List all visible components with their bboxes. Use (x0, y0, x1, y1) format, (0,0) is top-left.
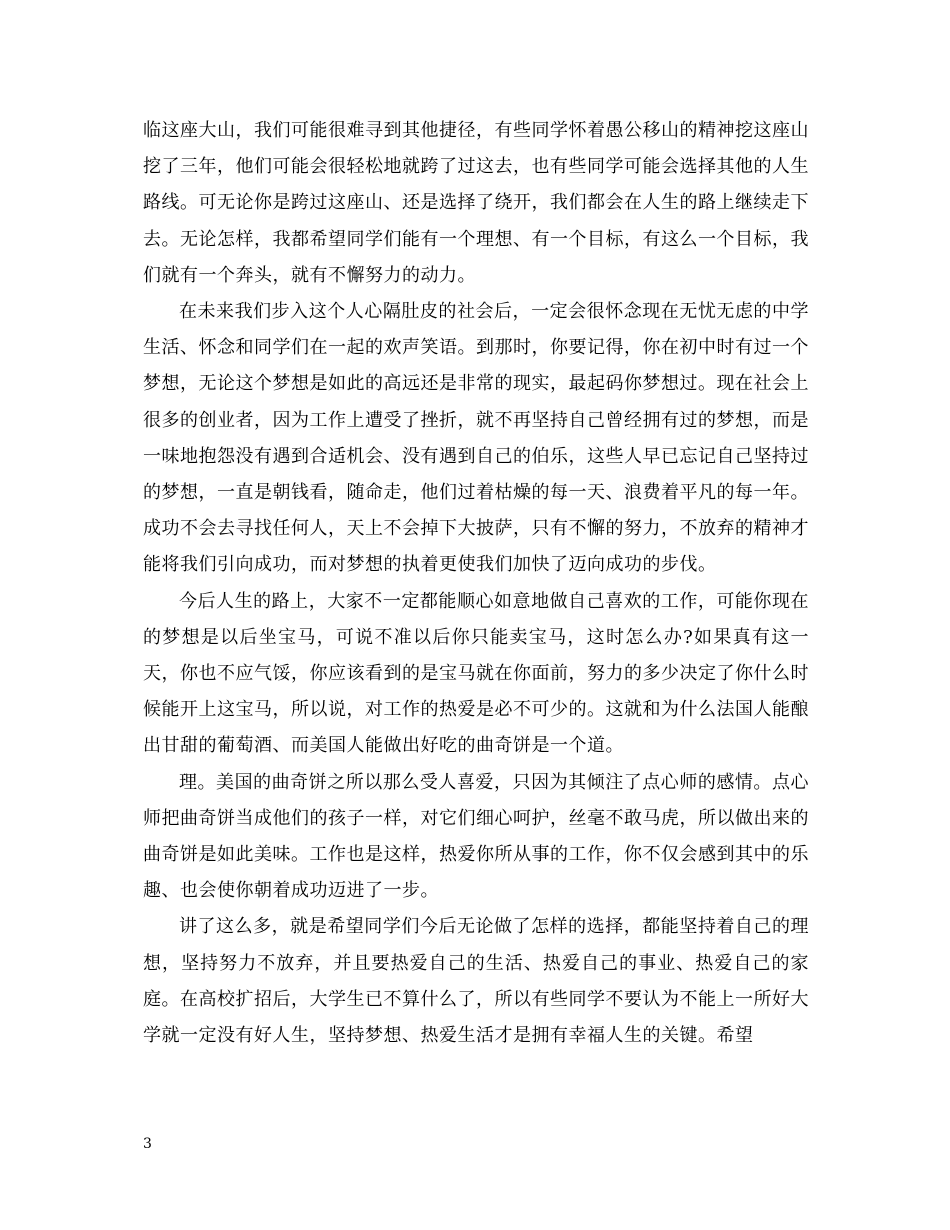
body-text (143, 113, 809, 1054)
paragraph-3: 今后人生的路上，大家不一定都能顺心如意地做自己喜欢的工作，可能你现在的梦想是以后坐宝马，可说不准以后你只能卖宝马，这时怎么办?如果真有这一天，你也不应气馁，你应该看到的是宝马就在你面前，努力的多少决定了你什么时候能开上这宝马，所以说，对工作的热爱是必不可少的。这就和为什么法国人能酿出甘甜的葡萄酒、而美国人能做出好吃的曲奇饼是一个道。 (143, 590, 809, 757)
paragraph-1: 临这座大山，我们可能很难寻到其他捷径，有些同学怀着愚公移山的精神挖这座山挖了三年，他们可能会很轻松地就跨了过这去，也有些同学可能会选择其他的人生路线。可无论你是跨过这座山、还是选择了绕开，我们都会在人生的路上继续走下去。无论怎样，我都希望同学们能有一个理想、有一个目标，有这么一个目标，我们就有一个奔头，就有不懈努力的动力。 (143, 120, 809, 286)
page-number: 3 (143, 1136, 152, 1152)
paragraph-5: 讲了这么多，就是希望同学们今后无论做了怎样的选择，都能坚持着自己的理想，坚持努力不放弃，并且要热爱自己的生活、热爱自己的事业、热爱自己的家庭。在高校扩招后，大学生已不算什么了，所以有些同学不要认为不能上一所好大学就一定没有好人生，坚持梦想、热爱生活才是拥有幸福人生的关键。希望 (143, 916, 809, 1047)
paragraph-2: 在未来我们步入这个人心隔肚皮的社会后，一定会很怀念现在无忧无虑的中学生活、怀念和同学们在一起的欢声笑语。到那时，你要记得，你在初中时有过一个梦想，无论这个梦想是如此的高远还是非常的现实，最起码你梦想过。现在社会上很多的创业者，因为工作上遭受了挫折，就不再坚持自己曾经拥有过的梦想，而是一味地抱怨没有遇到合适机会、没有遇到自己的伯乐，这些人早已忘记自己坚持过的梦想，一直是朝钱看，随命走，他们过着枯燥的每一天、浪费着平凡的每一年。成功不会去寻找任何人，天上不会掉下大披萨，只有不懈的努力，不放弃的精神才能将我们引向成功，而对梦想的执着更使我们加快了迈向成功的步伐。 (143, 301, 809, 576)
paragraph-4: 理。美国的曲奇饼之所以那么受人喜爱，只因为其倾注了点心师的感情。点心师把曲奇饼当成他们的孩子一样，对它们细心呵护，丝毫不敢马虎，所以做出来的曲奇饼是如此美味。工作也是这样，热爱你所从事的工作，你不仅会感到其中的乐趣、也会使你朝着成功迈进了一步。 (143, 771, 809, 902)
